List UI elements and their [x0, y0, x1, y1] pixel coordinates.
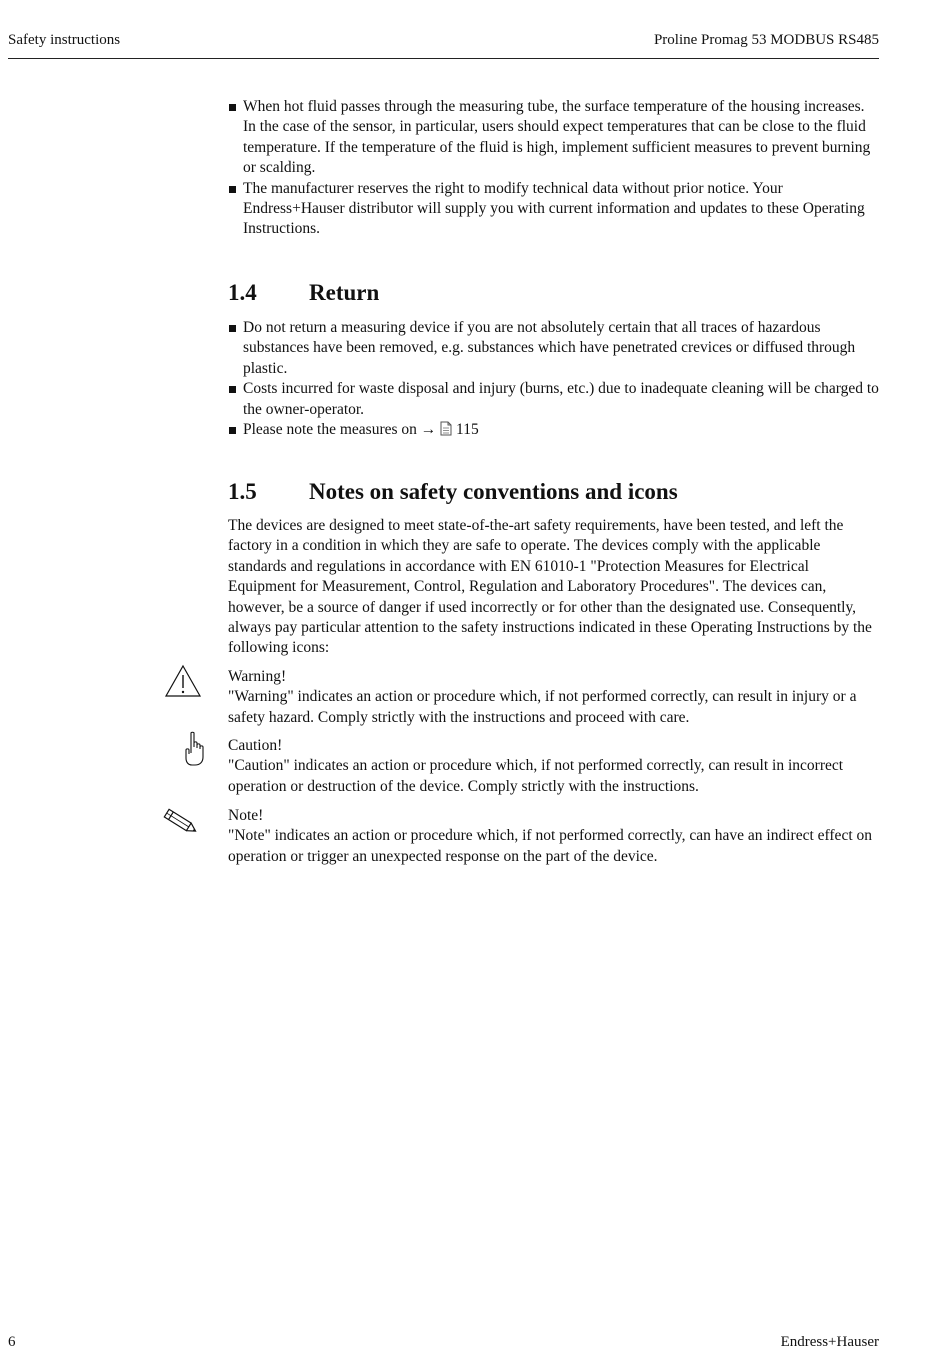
footer-brand: Endress+Hauser	[780, 1334, 879, 1350]
bullet-square-icon	[229, 427, 236, 434]
list-item: Please note the measures on → 115	[228, 420, 880, 442]
warning-triangle-icon	[164, 664, 202, 703]
list-item: The manufacturer reserves the right to modify technical data without prior notice. Your Endress+Hauser distributor will supply you with current information and updates to these Operating Instructions.	[228, 179, 880, 240]
page-number: 6	[8, 1334, 16, 1350]
bullet-square-icon	[229, 104, 236, 111]
pointing-hand-icon	[183, 731, 205, 772]
return-bullets	[228, 318, 880, 442]
pencil-note-icon	[160, 806, 200, 843]
warning-block	[228, 667, 880, 728]
caution-block	[228, 736, 880, 797]
list-item: Costs incurred for waste disposal and injury (burns, etc.) due to inadequate cleaning will be charged to the owner-operator.	[228, 379, 880, 420]
page-header	[8, 30, 879, 59]
warning-text: "Warning" indicates an action or procedure which, if not performed correctly, can result in injury or a safety hazard. Comply strictly with the instructions and proceed with care.	[228, 688, 857, 726]
header-section-title: Safety instructions	[8, 32, 121, 48]
caution-text: "Caution" indicates an action or procedure which, if not performed correctly, can result in incorrect operation or destruction of the device. Comply strictly with the instructions.	[228, 757, 844, 795]
section-body-text: The devices are designed to meet state-of-the-art safety requirements, have been tested, and left the factory in a condition in which they are safe to operate. The devices comply with the applicable standards and regulations in accordance with EN 61010-1 "Protection Measures for Electrical Equipment for Measurement, Control, Regulation and Laboratory Procedures". The devices can, however, be a source of danger if used incorrectly or for other than the designated use. Consequently, always pay particular attention to the safety instructions indicated in these Operating Instructions by the following icons:	[228, 517, 872, 657]
page-reference-icon	[440, 421, 452, 442]
section-heading-notes: 1.5 Notes on safety conventions and icons	[228, 479, 678, 504]
note-block	[228, 806, 880, 867]
note-text: "Note" indicates an action or procedure which, if not performed correctly, can have an indirect effect on operation or trigger an unexpected response on the part of the device.	[228, 827, 872, 865]
bullet-square-icon	[229, 186, 236, 193]
list-item: When hot fluid passes through the measuring tube, the surface temperature of the housing increases. In the case of the sensor, in particular, users should expect temperatures that can be close to the fluid temperature. If the temperature of the fluid is high, implement sufficient measures to prevent burning or scalding.	[228, 97, 880, 179]
note-title: Note!	[228, 807, 264, 824]
page-reference-link[interactable]: 115	[456, 421, 479, 439]
section-heading-return: 1.4 Return	[228, 280, 380, 305]
warning-title: Warning!	[228, 668, 287, 685]
list-item: Do not return a measuring device if you are not absolutely certain that all traces of hazardous substances have been removed, e.g. substances which have penetrated crevices or diffused through plastic.	[228, 318, 880, 379]
bullet-square-icon	[229, 386, 236, 393]
caution-title: Caution!	[228, 737, 283, 754]
header-product-name: Proline Promag 53 MODBUS RS485	[653, 32, 879, 48]
bullet-square-icon	[229, 325, 236, 332]
intro-bullets	[228, 97, 880, 240]
